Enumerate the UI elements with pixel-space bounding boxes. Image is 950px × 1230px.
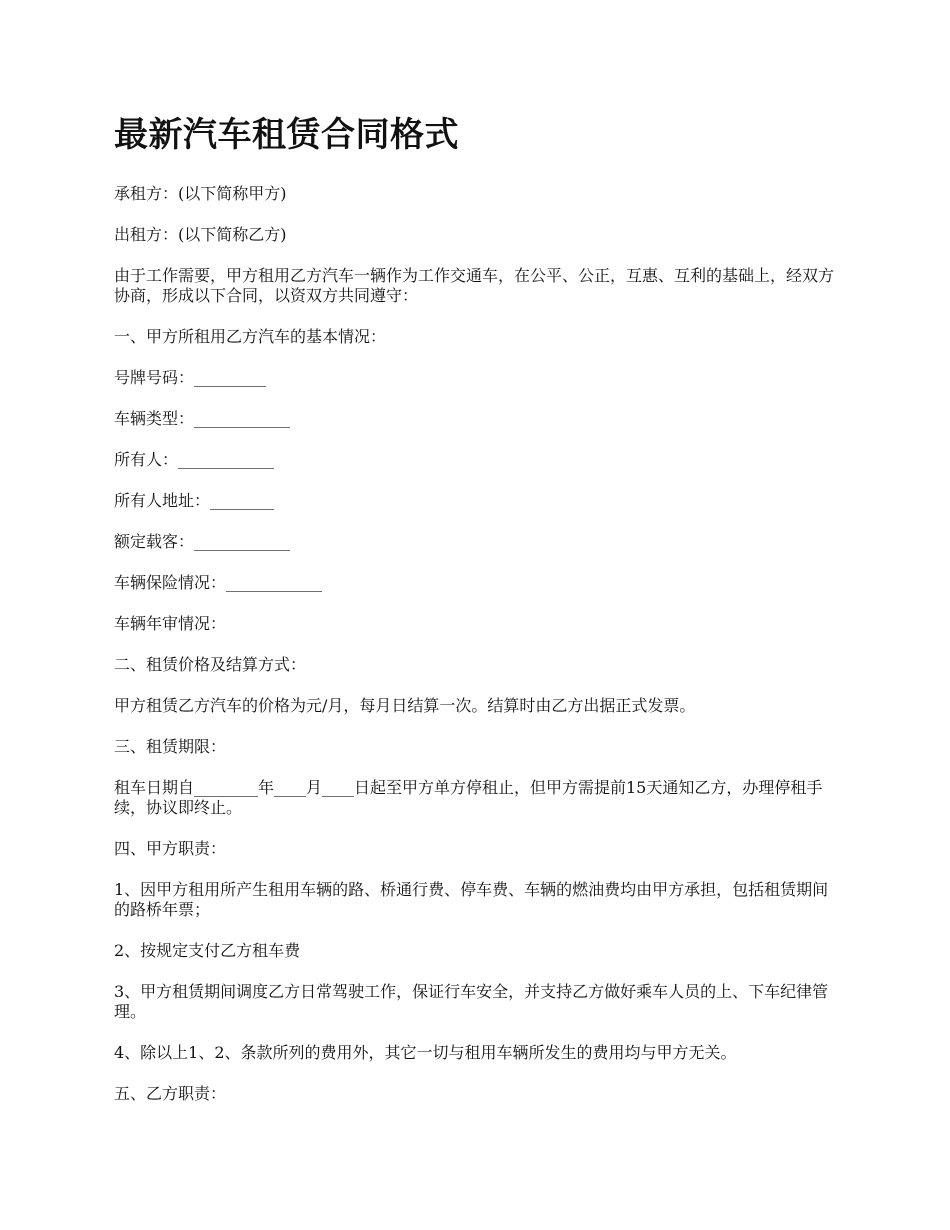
field-vehicle-type: 车辆类型：____________ — [114, 409, 291, 428]
list-item-lessee-duty-3: 3、甲方租赁期间调度乙方日常驾驶工作，保证行车安全，并支持乙方做好乘车人员的上、下车纪律管理。 — [114, 982, 829, 1021]
document-title: 最新汽车租赁合同格式 — [114, 115, 459, 155]
list-item-lessee-duty-4: 4、除以上1、2、条款所列的费用外，其它一切与租用车辆所发生的费用均与甲方无关。 — [114, 1043, 737, 1062]
list-item-lessee-duty-1: 1、因甲方租用所产生租用车辆的路、桥通行费、停车费、车辆的燃油费均由甲方承担，包括租赁期间的路桥年票； — [114, 880, 829, 919]
field-owner-address: 所有人地址：________ — [114, 491, 275, 510]
document-page — [114, 112, 844, 1125]
field-annual-inspection: 车辆年审情况： — [114, 614, 227, 633]
section-heading-lessor-duties: 五、乙方职责： — [114, 1084, 227, 1103]
paragraph-lessor: 出租方：(以下简称乙方) — [114, 225, 287, 244]
list-item-lessee-duty-2: 2、按规定支付乙方租车费 — [114, 941, 301, 960]
field-plate-number: 号牌号码：_________ — [114, 368, 267, 387]
section-heading-vehicle-info: 一、甲方所租用乙方汽车的基本情况： — [114, 327, 387, 346]
field-insurance-status: 车辆保险情况：____________ — [114, 573, 323, 592]
section-heading-term: 三、租赁期限： — [114, 737, 227, 756]
section-heading-price: 二、租赁价格及结算方式： — [114, 655, 307, 674]
field-owner: 所有人：____________ — [114, 450, 275, 469]
paragraph-term: 租车日期自________年____月____日起至甲方单方停租止，但甲方需提前15天通知乙方，办理停租手续，协议即终止。 — [114, 778, 823, 817]
section-heading-lessee-duties: 四、甲方职责： — [114, 839, 227, 858]
paragraph-lessee: 承租方：(以下简称甲方) — [114, 184, 287, 203]
field-seating-capacity: 额定载客：____________ — [114, 532, 291, 551]
paragraph-price: 甲方租赁乙方汽车的价格为元/月，每月日结算一次。结算时由乙方出据正式发票。 — [114, 696, 696, 715]
paragraph-preamble: 由于工作需要，甲方租用乙方汽车一辆作为工作交通车，在公平、公正，互惠、互利的基础上，经双方协商，形成以下合同，以资双方共同遵守： — [114, 266, 835, 305]
